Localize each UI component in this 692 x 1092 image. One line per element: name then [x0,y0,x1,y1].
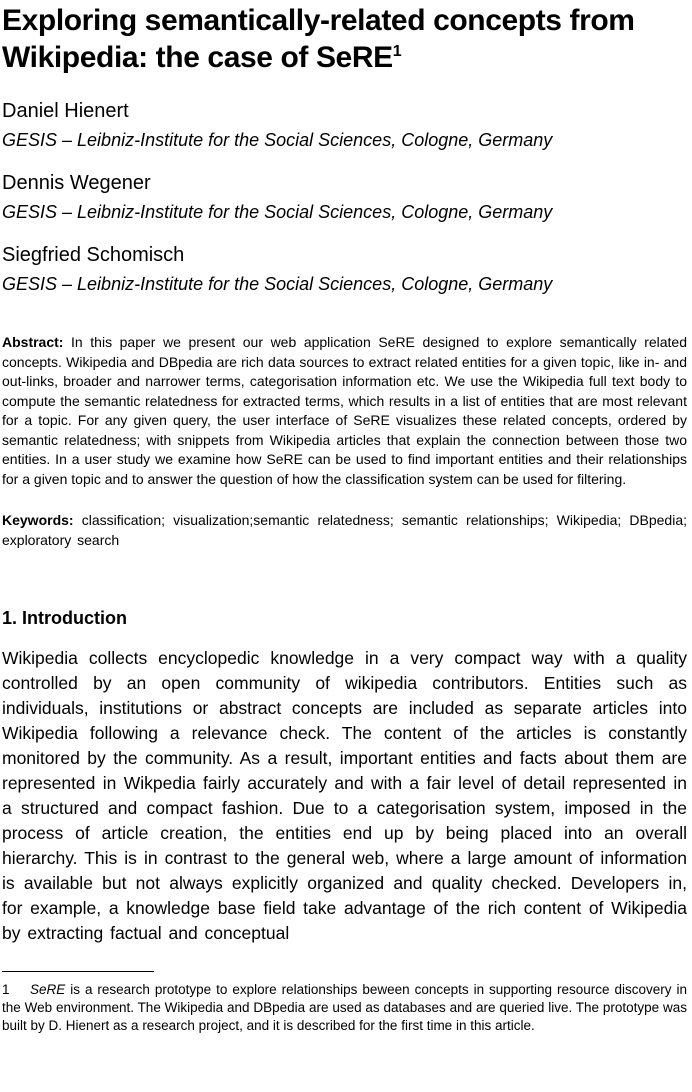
footnote [2,981,687,1035]
footnote-marker: 1 [2,982,10,997]
footnote-text: is a research prototype to explore relationships beween concepts in supporting resource discovery in the Web environment. The Wikipedia and DBpedia are used as databases and are queried live. The prototype was built by D. Hienert as a research project, and it is described for the first time in this article. [2,982,687,1033]
footnote-separator-rule [2,971,154,972]
introduction-paragraph: Wikipedia collects encyclopedic knowledge in a very compact way with a quality controlled by an open community of wikipedia contributors. Entities such as individuals, institutions or abstract concepts are included as separate articles into Wikipedia following a relevance check. The content of the articles is constantly monitored by the community. As a result, important entities and facts about them are represented in Wikpedia fairly accurately and with a fair level of detail represented in a structured and compact fashion. Due to a categorisation system, imposed in the process of article creation, the entities end up by being placed into an overall hierarchy. This is in contrast to the general web, where a large amount of information is available but not always explicitly organized and quality checked. Developers in, for example, a knowledge base field take advantage of the rich content of Wikipedia by extracting factual and conceptual [2,648,687,943]
author-name: Siegfried Schomisch [2,244,185,266]
author-affiliation: GESIS – Leibniz-Institute for the Social Sciences, Cologne, Germany [2,274,553,294]
paper-title-text: Exploring semantically-related concepts from Wikipedia: the case of SeRE [2,4,635,74]
keywords-label: Keywords: [2,512,74,528]
title-footnote-marker: 1 [392,43,402,60]
keywords-text: classification; visualization;semantic relatedness; semantic relationships; Wikipedia; DBpedia; exploratory search [2,512,688,548]
author-block-2 [2,172,687,223]
keywords [2,511,687,550]
abstract-text: In this paper we present our web application SeRE designed to explore semantically related concepts. Wikipedia and DBpedia are rich data sources to extract related entities for a given topic, like in- and out-links, broader and narrower terms, categorisation information etc. We use the Wikipedia full text body to compute the semantic relatedness for extracted terms, which results in a list of entities that are most relevant for a topic. For any given query, the user interface of SeRE visualizes these related concepts, ordered by semantic relatedness; with snippets from Wikipedia articles that explain the connection between those two entities. In a user study we examine how SeRE can be used to find important entities and their relationships for a given topic and to answer the question of how the classification system can be used for filtering. [2,334,688,487]
author-affiliation: GESIS – Leibniz-Institute for the Social Sciences, Cologne, Germany [2,130,553,150]
paper-title [2,2,687,76]
footnote-term: SeRE [30,982,66,997]
author-block-3 [2,244,687,295]
abstract-label: Abstract: [2,334,64,350]
author-block-1 [2,100,687,151]
author-name: Daniel Hienert [2,100,129,122]
author-affiliation: GESIS – Leibniz-Institute for the Social Sciences, Cologne, Germany [2,202,553,222]
section-heading-introduction: 1. Introduction [2,608,127,628]
abstract [2,333,687,489]
author-name: Dennis Wegener [2,172,151,194]
